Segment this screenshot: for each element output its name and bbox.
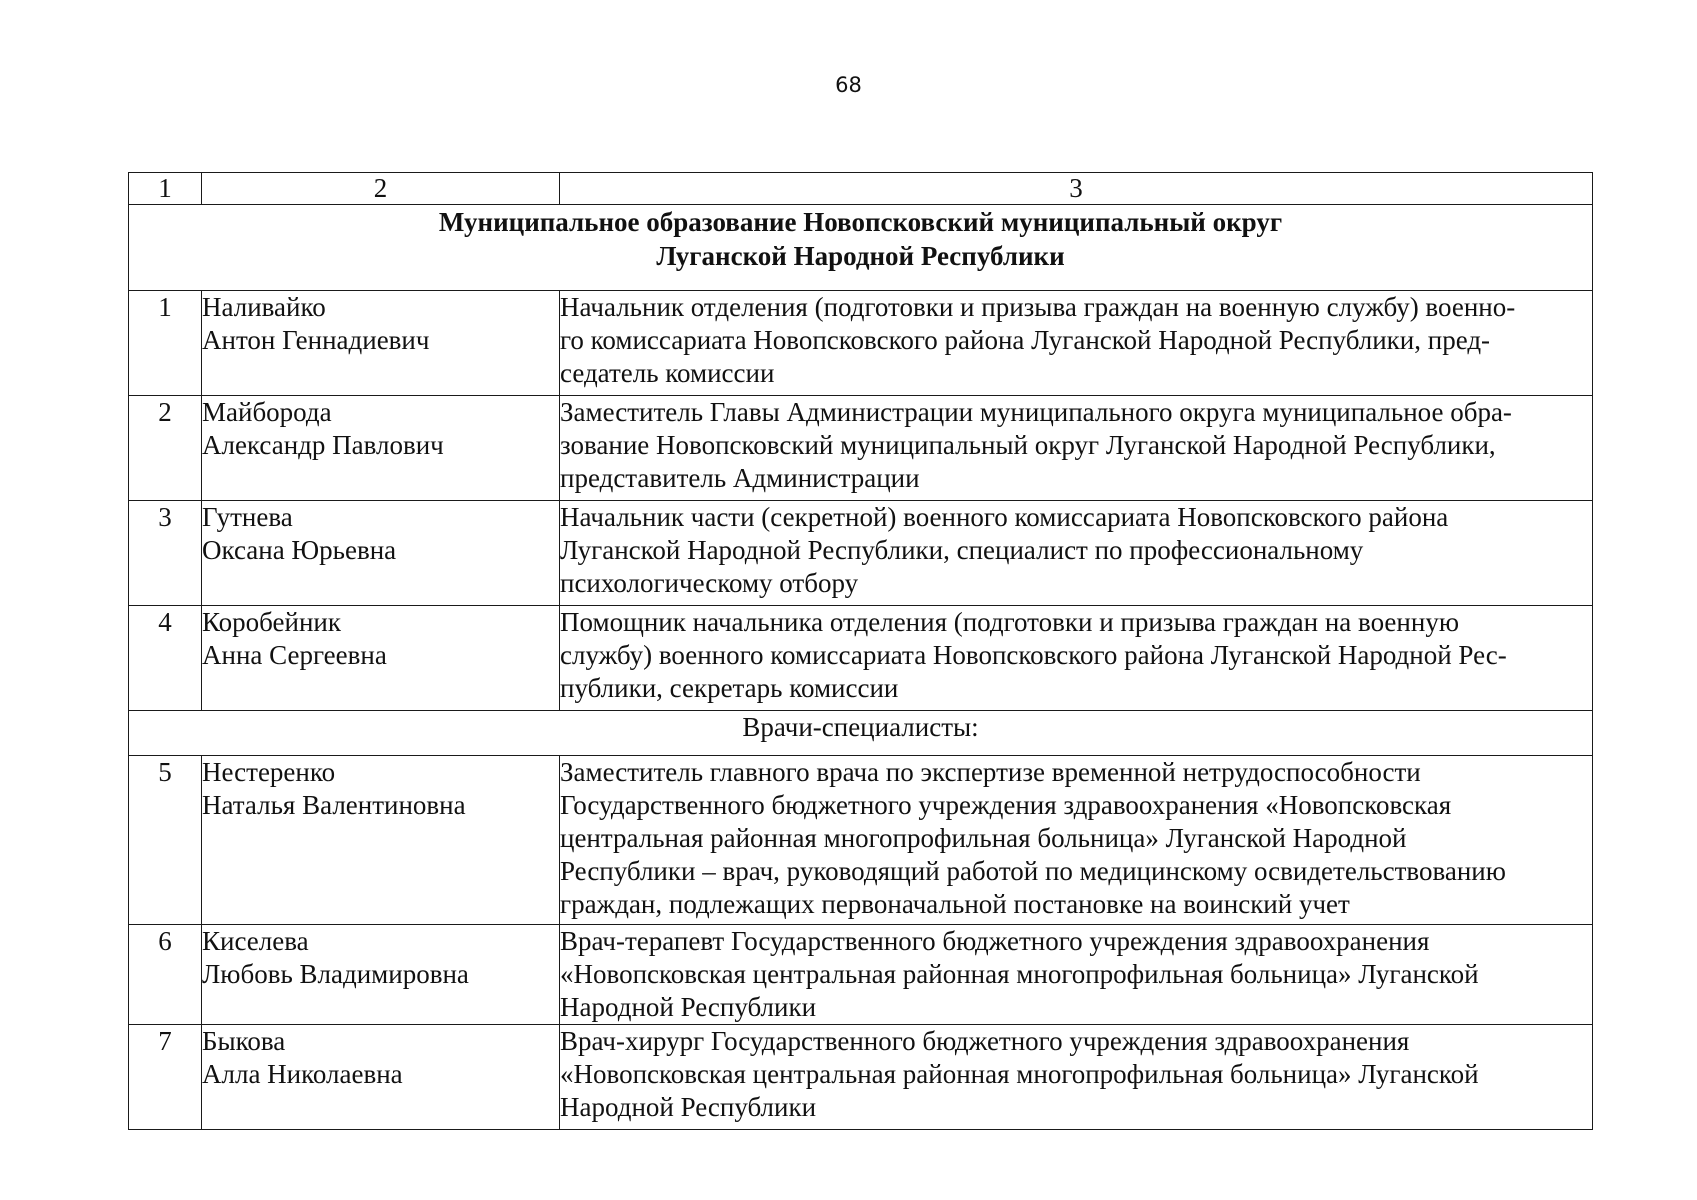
section-title-line-2: Луганской Народной Республики: [656, 241, 1065, 271]
position-line: Заместитель главного врача по экспертизе временной нетрудоспособности: [560, 757, 1421, 787]
member-position: [560, 606, 1593, 711]
position-line: Начальник отделения (подготовки и призыва граждан на военную службу) военно-: [560, 292, 1516, 322]
row-number: 5: [129, 756, 202, 925]
member-name: [202, 1025, 560, 1130]
position-line: публики, секретарь комиссии: [560, 673, 899, 703]
member-position: [560, 925, 1593, 1025]
row-number: 7: [129, 1025, 202, 1130]
member-surname: Коробейник: [202, 607, 341, 637]
position-line: граждан, подлежащих первоначальной постановке на воинский учет: [560, 889, 1350, 919]
section-title-line-1: Муниципальное образование Новопсковский муниципальный округ: [438, 207, 1283, 237]
row-number: 6: [129, 925, 202, 1025]
row-number: 2: [129, 396, 202, 501]
table-row: [129, 291, 1593, 396]
member-position: [560, 396, 1593, 501]
member-position: [560, 1025, 1593, 1130]
position-line: психологическому отбору: [560, 568, 859, 598]
member-given-names: Наталья Валентиновна: [202, 790, 466, 820]
member-position: [560, 756, 1593, 925]
position-line: «Новопсковская центральная районная многопрофильная больница» Луганской: [560, 959, 1479, 989]
position-line: го комиссариата Новопсковского района Луганской Народной Республики, пред-: [560, 325, 1491, 355]
member-given-names: Александр Павлович: [202, 430, 444, 460]
row-number: 4: [129, 606, 202, 711]
section-title: [129, 205, 1593, 291]
row-number: 1: [129, 291, 202, 396]
position-line: зование Новопсковский муниципальный округ Луганской Народной Республики,: [560, 430, 1496, 460]
member-surname: Нестеренко: [202, 757, 336, 787]
table-row: [129, 396, 1593, 501]
column-number-3: 3: [560, 173, 1593, 205]
position-line: Луганской Народной Республики, специалист по профессиональному: [560, 535, 1364, 565]
column-number-1: 1: [129, 173, 202, 205]
member-given-names: Антон Геннадиевич: [202, 325, 430, 355]
table-row: [129, 756, 1593, 925]
position-line: Народной Республики: [560, 992, 817, 1022]
position-line: Народной Республики: [560, 1092, 817, 1122]
page-number: 68: [835, 73, 862, 97]
table-row: [129, 501, 1593, 606]
member-name: [202, 925, 560, 1025]
position-line: Государственного бюджетного учреждения здравоохранения «Новопсковская: [560, 790, 1452, 820]
member-surname: Быкова: [202, 1026, 286, 1056]
position-line: центральная районная многопрофильная больница» Луганской Народной: [560, 823, 1407, 853]
table-row: [129, 606, 1593, 711]
member-name: [202, 606, 560, 711]
row-number: 3: [129, 501, 202, 606]
member-given-names: Оксана Юрьевна: [202, 535, 397, 565]
position-line: Республики – врач, руководящий работой по медицинскому освидетельствованию: [560, 856, 1506, 886]
position-line: седатель комиссии: [560, 358, 775, 388]
member-name: [202, 756, 560, 925]
member-surname: Киселева: [202, 926, 309, 956]
member-name: [202, 291, 560, 396]
column-number-row: [129, 173, 1593, 205]
table-row: [129, 925, 1593, 1025]
column-number-2: 2: [202, 173, 560, 205]
member-given-names: Любовь Владимировна: [202, 959, 469, 989]
position-line: Врач-хирург Государственного бюджетного учреждения здравоохранения: [560, 1026, 1410, 1056]
member-given-names: Алла Николаевна: [202, 1059, 403, 1089]
member-name: [202, 396, 560, 501]
commission-table: [128, 172, 1593, 1130]
position-line: «Новопсковская центральная районная многопрофильная больница» Луганской: [560, 1059, 1479, 1089]
position-line: Начальник части (секретной) военного комиссариата Новопсковского района: [560, 502, 1449, 532]
member-surname: Гутнева: [202, 502, 293, 532]
member-name: [202, 501, 560, 606]
subsection-header-row: [129, 711, 1593, 756]
subsection-title: Врачи-специалисты:: [129, 711, 1593, 756]
member-position: [560, 501, 1593, 606]
section-header-row: [129, 205, 1593, 291]
position-line: Помощник начальника отделения (подготовки и призыва граждан на военную: [560, 607, 1459, 637]
member-surname: Майборода: [202, 397, 332, 427]
position-line: Заместитель Главы Администрации муниципального округа муниципальное обра-: [560, 397, 1512, 427]
position-line: представитель Администрации: [560, 463, 920, 493]
member-given-names: Анна Сергеевна: [202, 640, 387, 670]
member-position: [560, 291, 1593, 396]
position-line: Врач-терапевт Государственного бюджетного учреждения здравоохранения: [560, 926, 1430, 956]
table-row: [129, 1025, 1593, 1130]
member-surname: Наливайко: [202, 292, 326, 322]
position-line: службу) военного комиссариата Новопсковского района Луганской Народной Рес-: [560, 640, 1507, 670]
